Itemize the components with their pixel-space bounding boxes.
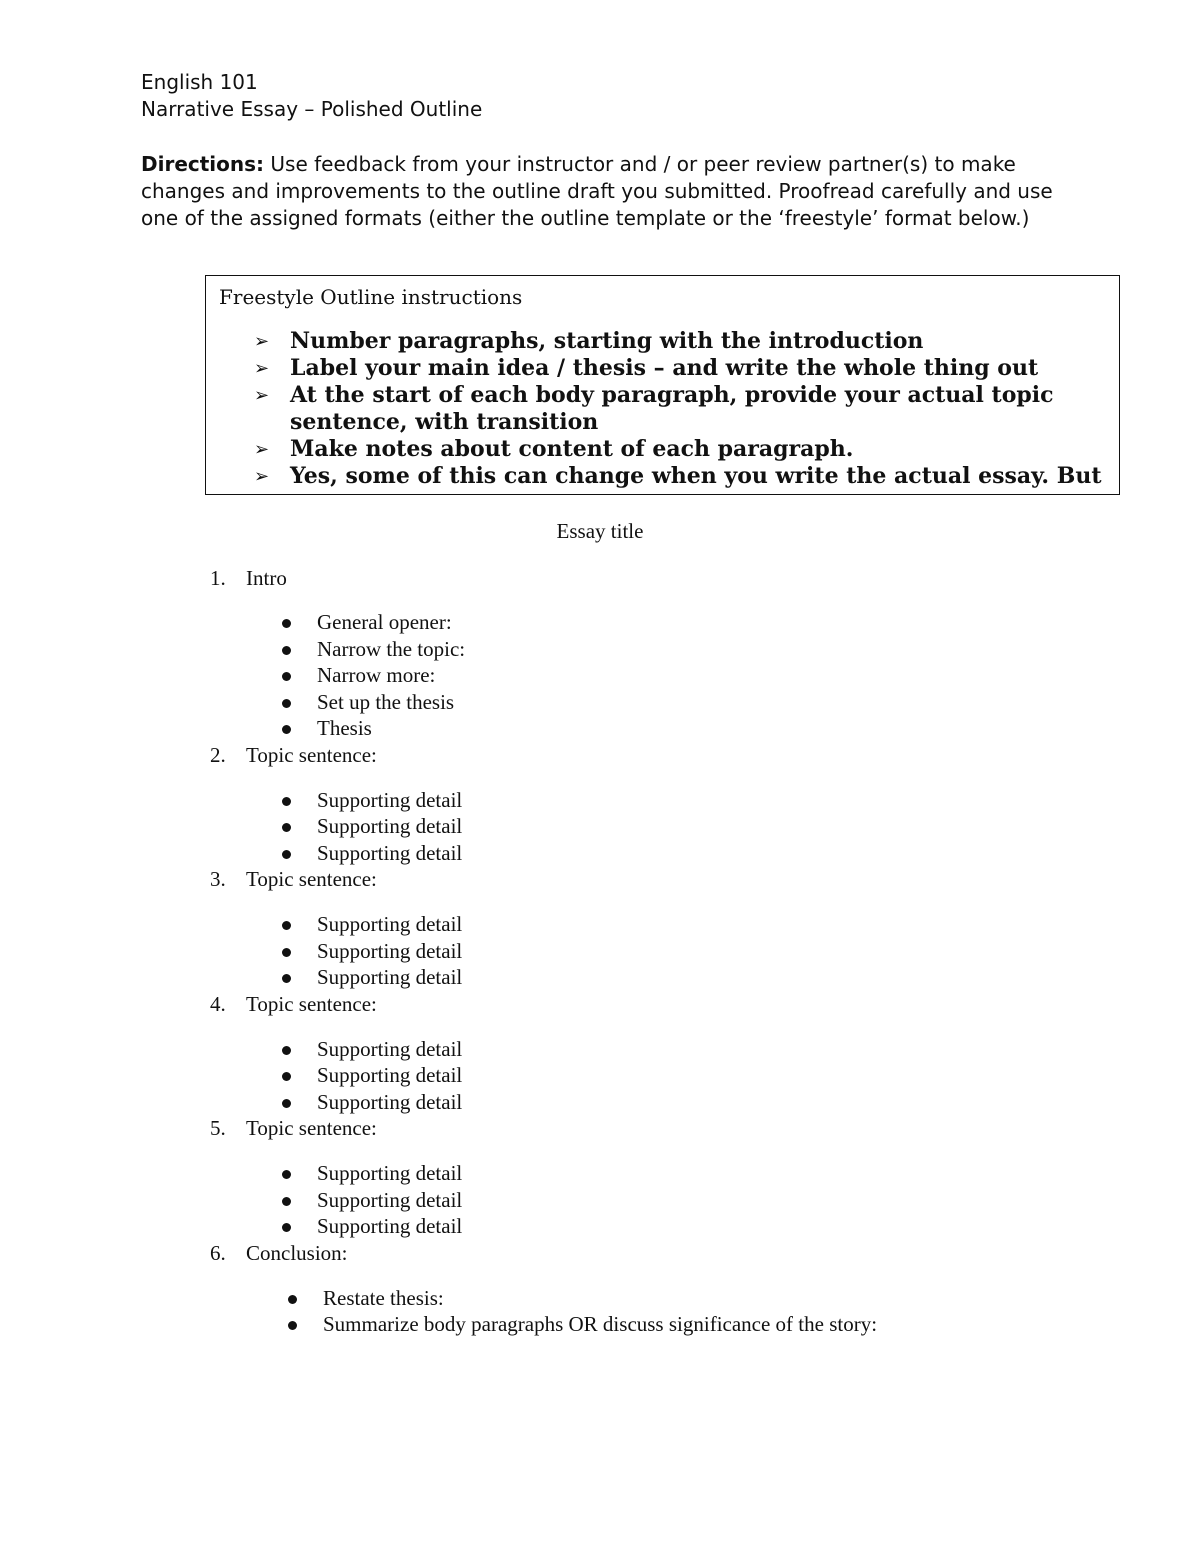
list-item: Supporting detail [210,964,1010,991]
arrow-bullet-icon: ➢ [254,466,270,487]
freestyle-instructions-list [254,328,1104,490]
section-bullet-list [210,911,1010,991]
section-title: Topic sentence: [246,867,377,891]
outline-section-conclusion [210,1240,1010,1267]
bullet-icon [282,1046,291,1055]
list-item: Supporting detail [210,1187,1010,1214]
bullet-icon [282,797,291,806]
bullet-icon [282,1099,291,1108]
list-item: Thesis [210,715,1010,742]
arrow-bullet-icon: ➢ [254,358,270,379]
bullet-icon [282,646,291,655]
list-item: Supporting detail [210,1213,1010,1240]
list-item: Supporting detail [210,1036,1010,1063]
bullet-icon [282,974,291,983]
section-number: 3. [210,867,226,891]
section-title: Topic sentence: [246,742,377,767]
arrow-bullet-icon: ➢ [254,385,270,406]
document-header [141,69,1041,123]
bullet-icon [282,948,291,957]
bullet-icon [282,921,291,930]
section-bullet-list [210,1285,1010,1338]
section-title: Intro [246,566,287,590]
outline-section-intro [210,565,1010,592]
section-title: Topic sentence: [246,1116,377,1140]
list-item: Supporting detail [210,1160,1010,1187]
list-item: Supporting detail [210,787,1010,814]
list-item: Supporting detail [210,911,1010,938]
bullet-icon [288,1321,297,1330]
bullet-icon [282,850,291,859]
directions-paragraph [141,151,1061,232]
section-number: 6. [210,1240,226,1265]
list-item: Supporting detail [210,840,1010,867]
bullet-icon [288,1295,297,1304]
freestyle-instruction-item: ➢ At the start of each body paragraph, provide your actual topic sentence, with transition [254,382,1054,435]
list-item: Summarize body paragraphs OR discuss significance of the story: [210,1311,1010,1338]
arrow-bullet-icon: ➢ [254,331,270,352]
list-item: General opener: [210,609,1010,636]
freestyle-instruction-item: ➢ Make notes about content of each paragraph. [254,436,854,462]
bullet-icon [282,1197,291,1206]
section-title: Conclusion: [246,1240,348,1265]
directions-text: Use feedback from your instructor and / or peer review partner(s) to make changes and improvements to the outline draft you submitted. Proofread carefully and use one of the assigned formats (either the outline template or the ‘freestyle’ format below.) [141,152,1053,230]
section-bullet-list [210,1036,1010,1116]
list-item: Supporting detail [210,1062,1010,1089]
freestyle-box-title: Freestyle Outline instructions [219,285,523,309]
outline-section-body-3 [210,991,1010,1018]
bullet-icon [282,699,291,708]
list-item: Restate thesis: [210,1285,1010,1312]
section-bullet-list [210,787,1010,867]
section-number: 4. [210,991,226,1016]
course-name: English 101 [141,70,258,94]
essay-outline [210,565,1010,1338]
bullet-icon [282,1223,291,1232]
list-item: Supporting detail [210,938,1010,965]
directions-label: Directions: [141,152,265,176]
list-item: Supporting detail [210,813,1010,840]
outline-section-body-2 [210,866,1010,893]
list-item: Supporting detail [210,1089,1010,1116]
outline-section-body-4 [210,1115,1010,1142]
assignment-title: Narrative Essay – Polished Outline [141,97,483,121]
bullet-icon [282,725,291,734]
list-item: Narrow the topic: [210,636,1010,663]
freestyle-instruction-item: ➢ Label your main idea / thesis – and write the whole thing out [254,355,1039,381]
section-number: 2. [210,742,226,767]
freestyle-instruction-item: ➢ Yes, some of this can change when you write the actual essay. But [254,463,1102,489]
section-title: Topic sentence: [246,991,377,1016]
bullet-icon [282,823,291,832]
bullet-icon [282,1072,291,1081]
list-item: Narrow more: [210,662,1010,689]
bullet-icon [282,1170,291,1179]
section-number: 5. [210,1116,226,1140]
list-item: Set up the thesis [210,689,1010,716]
bullet-icon [282,672,291,681]
freestyle-instructions-box [205,275,1120,495]
bullet-icon [282,619,291,628]
arrow-bullet-icon: ➢ [254,439,270,460]
outline-section-body-1 [210,742,1010,769]
section-bullet-list [210,609,1010,742]
section-number: 1. [210,566,226,590]
essay-title: Essay title [556,519,644,543]
freestyle-instruction-item: ➢ Number paragraphs, starting with the introduction [254,328,924,354]
section-bullet-list [210,1160,1010,1240]
